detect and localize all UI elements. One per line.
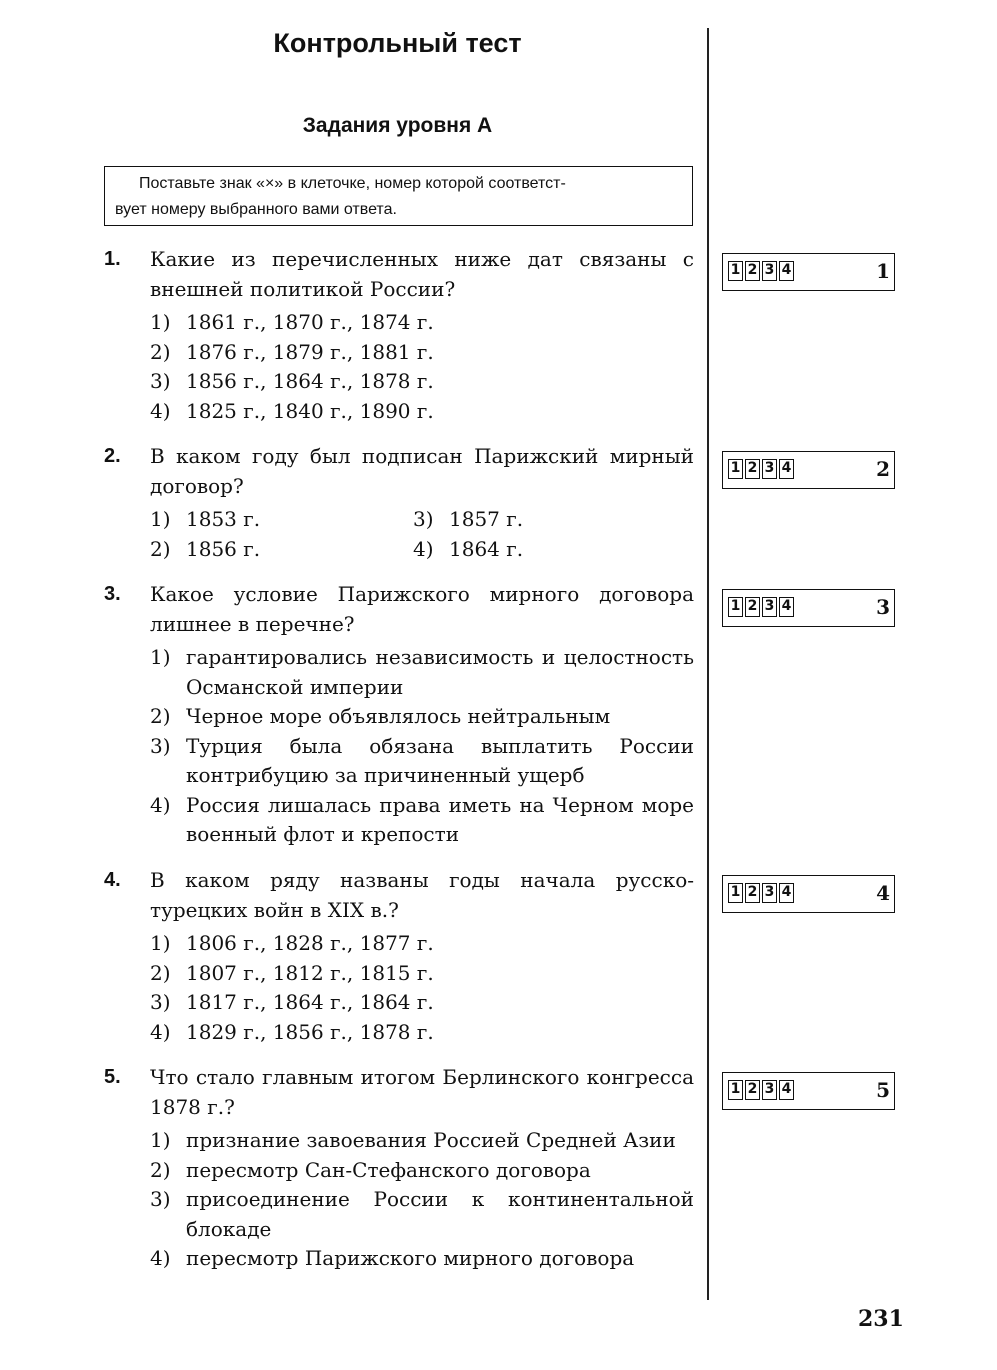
answer-option <box>150 702 694 732</box>
section-subtitle: Задания уровня А <box>302 114 493 137</box>
answer-cell-2[interactable]: 2 <box>745 261 760 281</box>
option-text: 1856 г. <box>186 536 261 561</box>
option-number: 4) <box>150 398 171 423</box>
option-text: 1864 г. <box>449 536 524 561</box>
answer-cell-4[interactable]: 4 <box>779 597 794 617</box>
answer-box-number: 3 <box>876 595 890 619</box>
answer-cell-3[interactable]: 3 <box>762 1080 777 1100</box>
answer-box-3 <box>722 589 895 627</box>
option-number: 3) <box>150 990 171 1014</box>
question-text: В каком ряду названы годы начала русско-турецких войн в XIX в.? <box>150 868 694 922</box>
answer-cell-4[interactable]: 4 <box>779 883 794 903</box>
option-number: 4) <box>413 536 434 561</box>
option-number: 3) <box>413 507 434 531</box>
option-number: 3) <box>150 369 171 393</box>
answer-box-number: 4 <box>876 881 890 905</box>
answer-option <box>413 535 613 565</box>
option-text: 1807 г., 1812 г., 1815 г. <box>186 960 434 985</box>
option-number: 1) <box>150 507 171 531</box>
answer-option <box>150 929 694 959</box>
option-text: Черное море объявлялось нейтральным <box>186 704 611 728</box>
option-number: 2) <box>150 960 171 985</box>
option-text: 1829 г., 1856 г., 1878 г. <box>186 1019 434 1044</box>
answer-box-4 <box>722 875 895 913</box>
answer-cell-3[interactable]: 3 <box>762 459 777 479</box>
answer-cell-3[interactable]: 3 <box>762 597 777 617</box>
answer-cell-3[interactable]: 3 <box>762 883 777 903</box>
question-text: В каком году был подписан Парижский мирный договор? <box>150 444 694 498</box>
option-number: 1) <box>150 1128 171 1152</box>
answer-option <box>150 535 413 565</box>
question-number: 5. <box>104 1066 121 1088</box>
answer-box-2 <box>722 451 895 489</box>
option-text: Россия лишалась права иметь на Черном море военный флот и крепости <box>186 792 694 846</box>
answer-cell-1[interactable]: 1 <box>728 883 743 903</box>
answer-option <box>150 643 694 702</box>
option-number: 4) <box>150 1246 171 1270</box>
answer-option <box>150 959 694 989</box>
option-number: 1) <box>150 645 171 669</box>
page-title: Контрольный тест <box>273 28 522 58</box>
option-number: 2) <box>150 1157 171 1182</box>
option-text: 1856 г., 1864 г., 1878 г. <box>186 369 434 393</box>
option-text: 1853 г. <box>186 507 261 531</box>
question-number: 4. <box>104 869 121 891</box>
instruction-box <box>104 166 693 226</box>
question-number: 3. <box>104 583 121 605</box>
answer-option <box>150 1244 694 1274</box>
option-text: 1857 г. <box>449 507 524 531</box>
option-text: 1806 г., 1828 г., 1877 г. <box>186 931 434 955</box>
answer-box-number: 1 <box>876 259 890 283</box>
option-number: 2) <box>150 339 171 364</box>
answer-option <box>150 338 694 368</box>
answer-option <box>150 1185 694 1244</box>
option-text: 1817 г., 1864 г., 1864 г. <box>186 990 434 1014</box>
question-text: Какие из перечисленных ниже дат связаны с внешней политикой России? <box>150 247 694 301</box>
answer-cell-1[interactable]: 1 <box>728 459 743 479</box>
option-text: 1876 г., 1879 г., 1881 г. <box>186 339 434 364</box>
option-text: 1825 г., 1840 г., 1890 г. <box>186 398 434 423</box>
answer-option <box>150 1018 694 1048</box>
question-text: Что стало главным итогом Берлинского конгресса 1878 г.? <box>150 1065 694 1119</box>
instruction-line-2: вует номеру выбранного вами ответа. <box>115 201 397 218</box>
question-3 <box>104 580 694 850</box>
option-number: 3) <box>150 1187 171 1211</box>
option-text: гарантировались независимость и целостность Османской империи <box>186 645 694 699</box>
answer-option <box>150 505 413 535</box>
answer-option <box>413 505 613 535</box>
page-number: 231 <box>858 1306 904 1332</box>
option-text: 1861 г., 1870 г., 1874 г. <box>186 310 434 334</box>
answer-cell-4[interactable]: 4 <box>779 261 794 281</box>
answer-box-number: 5 <box>876 1078 890 1102</box>
option-number: 3) <box>150 733 171 758</box>
answer-option <box>150 988 694 1018</box>
option-number: 1) <box>150 931 171 955</box>
answer-option <box>150 1156 694 1186</box>
answer-option <box>150 791 694 850</box>
option-text: пересмотр Сан-Стефанского договора <box>186 1157 591 1182</box>
answer-option <box>150 1126 694 1156</box>
option-number: 2) <box>150 536 171 561</box>
answer-cell-1[interactable]: 1 <box>728 261 743 281</box>
answer-box-5 <box>722 1072 895 1110</box>
answer-cell-2[interactable]: 2 <box>745 883 760 903</box>
option-text: Турция была обязана выплатить России контрибуцию за причиненный ущерб <box>186 733 694 787</box>
option-number: 2) <box>150 704 171 728</box>
question-4 <box>104 866 694 1047</box>
answer-cell-2[interactable]: 2 <box>745 597 760 617</box>
answer-cell-3[interactable]: 3 <box>762 261 777 281</box>
answer-option <box>150 732 694 791</box>
answer-box-number: 2 <box>876 457 890 481</box>
answer-cell-4[interactable]: 4 <box>779 1080 794 1100</box>
answer-option <box>150 308 694 338</box>
answer-cell-1[interactable]: 1 <box>728 1080 743 1100</box>
question-number: 2. <box>104 445 121 467</box>
answer-option <box>150 367 694 397</box>
instruction-line-1: Поставьте знак «×» в клеточке, номер которой соответст- <box>139 175 566 192</box>
option-number: 4) <box>150 1019 171 1044</box>
option-number: 1) <box>150 310 171 334</box>
answer-cell-1[interactable]: 1 <box>728 597 743 617</box>
option-text: признание завоевания Россией Средней Азии <box>186 1128 676 1152</box>
option-text: пересмотр Парижского мирного договора <box>186 1246 635 1270</box>
question-5 <box>104 1063 694 1274</box>
answer-box-1 <box>722 253 895 291</box>
answer-cell-2[interactable]: 2 <box>745 1080 760 1100</box>
question-1 <box>104 245 694 426</box>
column-divider <box>707 28 709 1300</box>
answer-cell-2[interactable]: 2 <box>745 459 760 479</box>
question-2 <box>104 442 694 564</box>
question-number: 1. <box>104 248 121 270</box>
answer-cell-4[interactable]: 4 <box>779 459 794 479</box>
question-text: Какое условие Парижского мирного договора лишнее в перечне? <box>150 582 694 636</box>
answer-option <box>150 397 694 427</box>
option-number: 4) <box>150 792 171 817</box>
option-text: присоединение России к континентальной блокаде <box>186 1187 694 1241</box>
